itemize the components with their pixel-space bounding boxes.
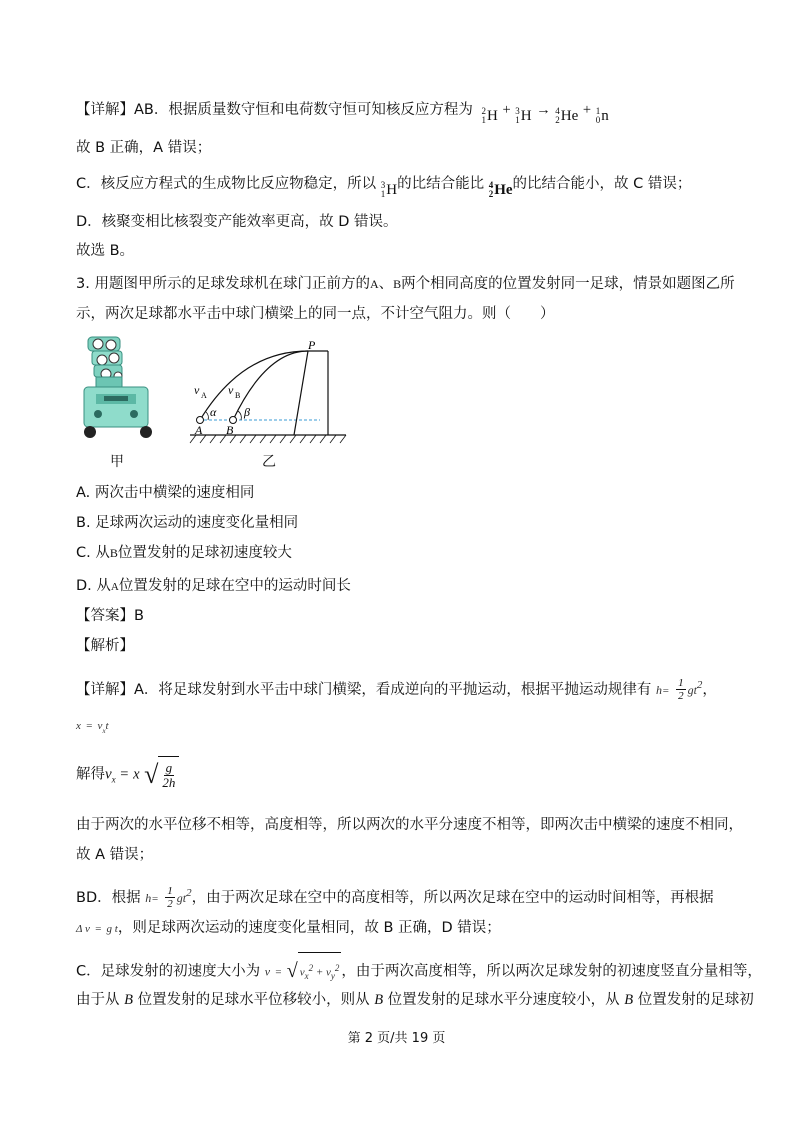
detail-line-ab: [76, 100, 609, 126]
analysis-tag: 【解析】: [76, 638, 134, 654]
angle-beta-label: β: [244, 405, 250, 419]
point-b-label: B: [226, 423, 234, 437]
detail-text: AB．根据质量数守恒和电荷数守恒可知核反应方程为: [134, 102, 473, 118]
angle-alpha-label: α: [210, 405, 217, 419]
detail-bd-line: BD．根据 h= $\frac{1}{2}$ $gt^2$，由于两次足球在空中的高度相等，所以两次足球在空中的运动时间相等，再根据: [76, 885, 714, 911]
delta-v-line: Δ v = g t，则足球两次运动的速度变化量相同，故 B 正确，D 错误；: [76, 920, 501, 936]
choose-line: 故选 B。: [76, 243, 135, 259]
svg-text:B: B: [235, 391, 241, 400]
equation-x: $x = v_xt$: [76, 720, 109, 735]
figure-label-jia: 甲: [110, 454, 124, 470]
detail-line-d: D．核聚变相比核裂变产能效率更高，故 D 错误。: [76, 214, 398, 230]
detail-a-line: 【详解】A．将足球发射到水平击中球门横梁，看成逆向的平抛运动，根据平抛运动规律有 h= $\frac{1}{2}$ $gt^2$，: [76, 677, 717, 703]
initial-velocity-line: C．足球发射的初速度大小为 v = √ $v_x^2 + v_y^2$ ，由于两次高度相等，所以两次足球发射的初速度竖直分量相等，: [76, 952, 762, 991]
figure-label-yi: 乙: [262, 454, 276, 470]
answer-value: B: [134, 608, 144, 624]
option-c: C. 从B位置发射的足球初速度较大: [76, 545, 292, 561]
answer-line: [76, 606, 144, 626]
option-a: A. 两次击中横梁的速度相同: [76, 485, 255, 501]
option-d: D. 从A位置发射的足球在空中的运动时间长: [76, 578, 351, 594]
analysis-line-3: 故 A 错误；: [76, 847, 154, 863]
velocity-a-label: v: [194, 383, 200, 397]
conclusion-line-1: 故 B 正确，A 错误；: [76, 140, 212, 156]
velocity-b-label: v: [228, 383, 234, 397]
question-3-line-2: 示，两次足球都水平击中球门横梁上的同一点，不计空气阻力。则（ ）: [76, 306, 555, 322]
detail-line-c: C．核反应方程式的生成物比反应物稳定，所以 3 1 H 的比结合能比 4 2 He 的比结合能小，故 C 错误；: [76, 176, 692, 199]
analysis-line-2: 由于两次的水平位移不相等，高度相等，所以两次的水平分速度不相等，即两次击中横梁的速度不相同，: [76, 817, 743, 833]
nuclear-equation: 2 1 H + 3 1 H → 4 2 He + 1 0 n: [481, 102, 609, 125]
detail-tag: 【详解】: [76, 102, 134, 118]
answer-tag: 【答案】: [76, 608, 134, 624]
trajectory-figure: [186, 336, 352, 446]
point-p-label: P: [308, 338, 316, 352]
svg-text:A: A: [201, 391, 207, 400]
solve-line: 解得$v_x = x$ √ $\frac{g}{2h}$: [76, 756, 179, 797]
page-footer: 第 2 页/共 19 页: [347, 1031, 446, 1046]
option-b: B. 足球两次运动的速度变化量相同: [76, 515, 299, 531]
point-a-label: A: [195, 423, 203, 437]
ball-machine-figure: [78, 334, 158, 444]
analysis-line-last: 由于从 B 位置发射的足球水平位移较小，则从 B 位置发射的足球水平分速度较小，从 B 位置发射的足球初: [76, 992, 754, 1008]
question-3-line-1: 3. 用题图甲所示的足球发球机在球门正前方的A、B两个相同高度的位置发射同一足球，情景如题图乙所: [76, 276, 735, 292]
